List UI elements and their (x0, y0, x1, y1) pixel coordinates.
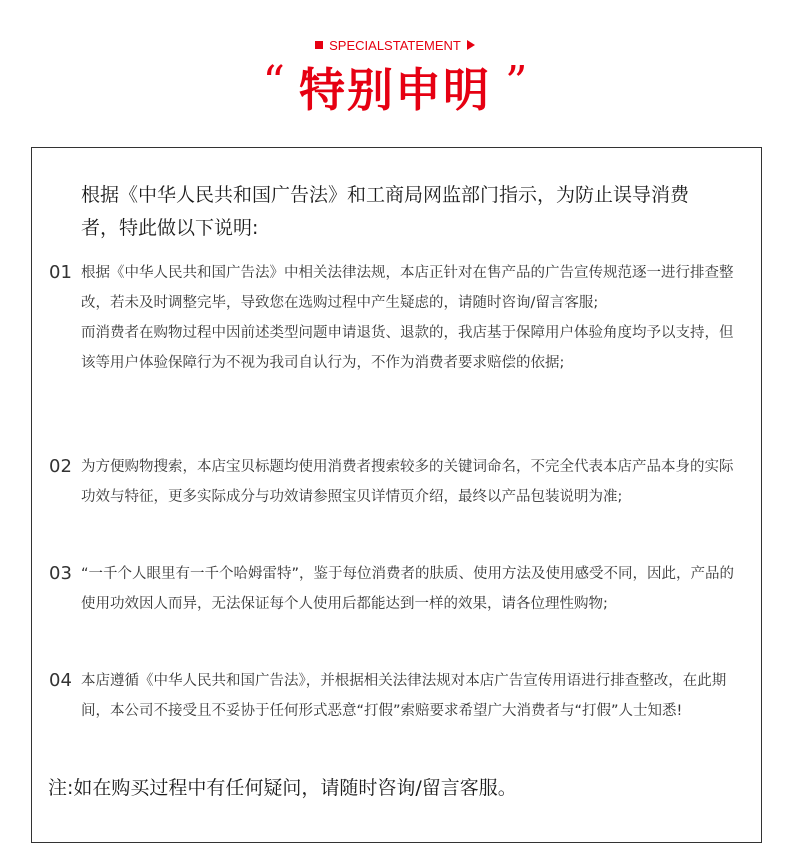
intro-text: 根据《中华人民共和国广告法》和工商局网监部门指示，为防止误导消费者，特此做以下说明: (81, 184, 690, 239)
item-number: 03 (49, 563, 72, 584)
play-arrow-icon (467, 40, 475, 50)
item-paragraph: 本店遵循《中华人民共和国广告法》，并根据相关法律法规对本店广告宣传用语进行排查整改，在此期间，本公司不接受且不妥协于任何形式恶意“打假”索赔要求希望广大消费者与“打假”人士知悉! (81, 673, 727, 719)
section-label-text: SPECIALSTATEMENT (329, 38, 461, 53)
item-number: 02 (49, 456, 72, 477)
statement-box (31, 147, 762, 843)
page-title (0, 58, 790, 122)
item-number: 01 (49, 262, 72, 283)
page-title-text: 特别申明 (299, 63, 491, 117)
close-quote: ” (505, 57, 528, 108)
section-label (0, 38, 790, 54)
item-number: 04 (49, 670, 72, 691)
item-paragraph: 为方便购物搜索，本店宝贝标题均使用消费者搜索较多的关键词命名，不完全代表本店产品本身的实际功效与特征，更多实际成分与功效请参照宝贝详情页介绍，最终以产品包装说明为准; (81, 459, 734, 505)
item-paragraph: “一千个人眼里有一千个哈姆雷特”，鉴于每位消费者的肤质、使用方法及使用感受不同，因此，产品的使用功效因人而异，无法保证每个人使用后都能达到一样的效果，请各位理性购物; (81, 566, 735, 612)
item-paragraph: 根据《中华人民共和国广告法》中相关法律法规，本店正针对在售产品的广告宣传规范逐一进行排查整改，若未及时调整完毕，导致您在选购过程中产生疑虑的，请随时咨询/留言客服; (81, 265, 734, 311)
item-body (81, 666, 741, 726)
footer-note: 注:如在购买过程中有任何疑问，请随时咨询/留言客服。 (48, 777, 517, 799)
item-body (81, 452, 741, 512)
square-bullet-icon (315, 41, 323, 49)
item-body (81, 559, 741, 619)
open-quote: “ (262, 57, 285, 108)
item-paragraph: 而消费者在购物过程中因前述类型问题申请退货、退款的，我店基于保障用户体验角度均予以支持，但该等用户体验保障行为不视为我司自认行为，不作为消费者要求赔偿的依据; (81, 325, 734, 371)
item-body (81, 258, 741, 378)
